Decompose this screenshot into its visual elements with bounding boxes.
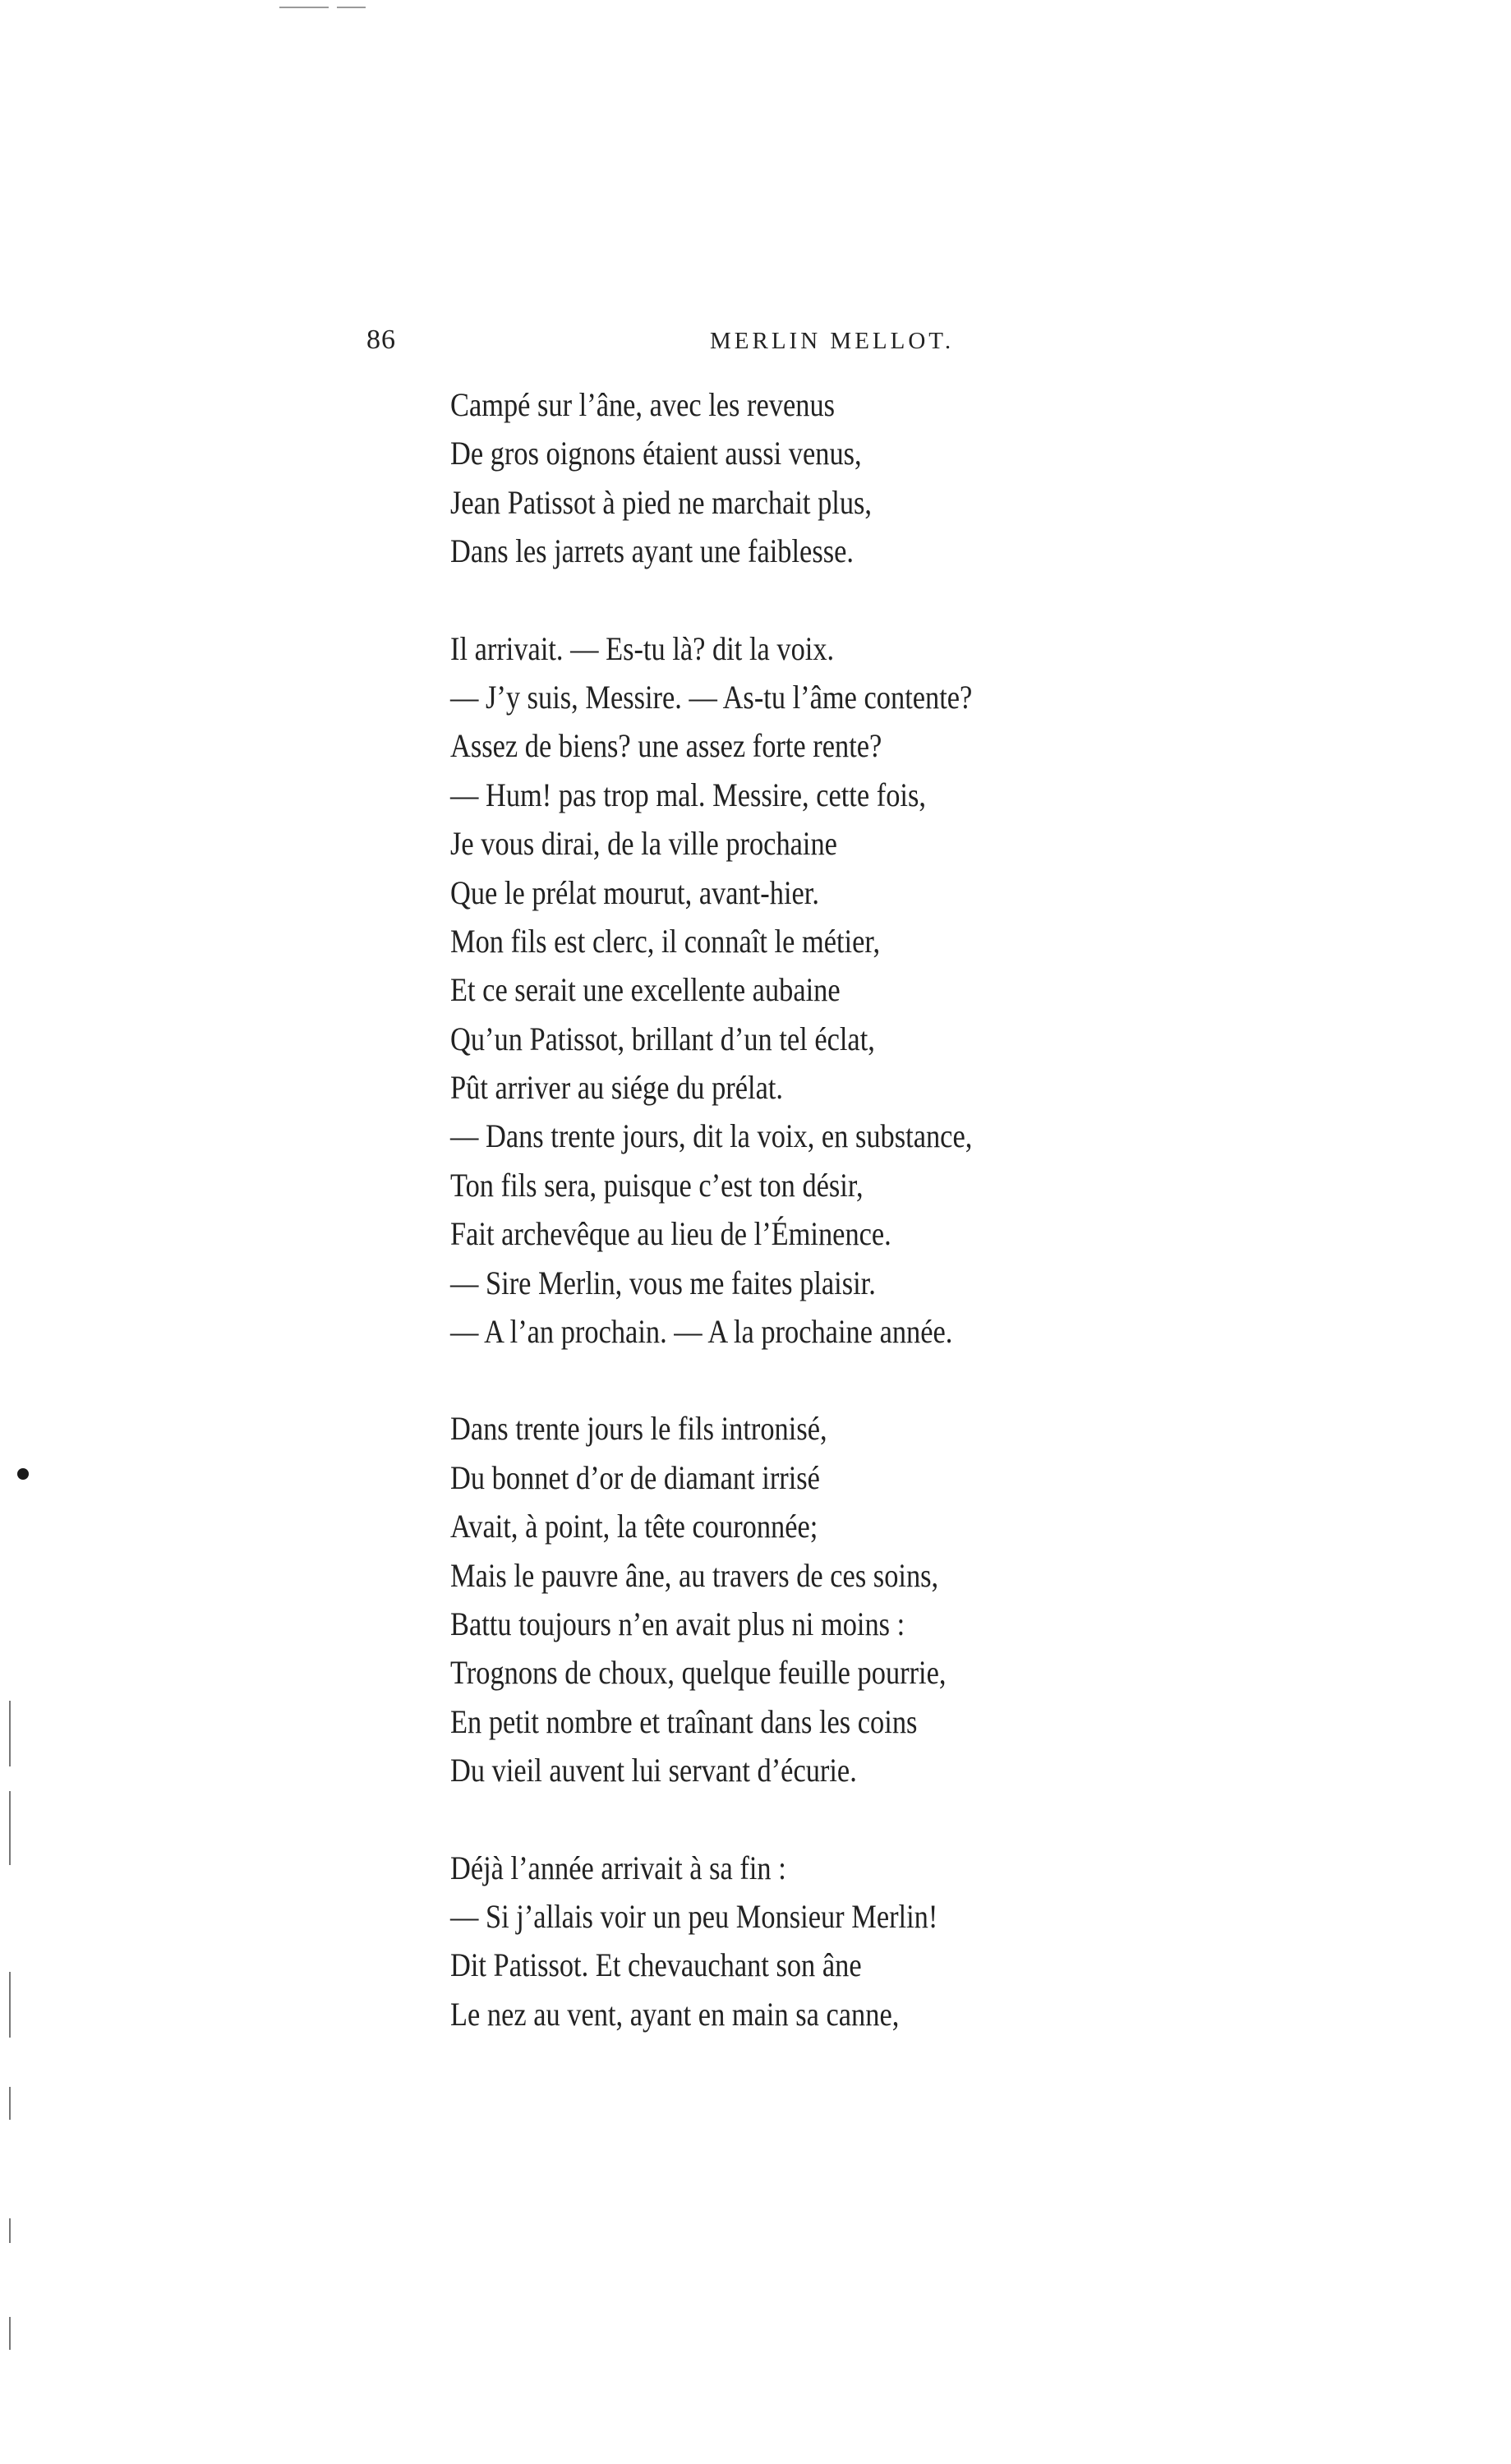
- margin-scan-mark: [9, 1791, 11, 1865]
- verse-line: Qu’un Patissot, brillant d’un tel éclat,: [450, 1020, 875, 1057]
- margin-scan-mark: [9, 2087, 11, 2120]
- verse-line: Il arrivait. — Es-tu là? dit la voix.: [450, 629, 835, 667]
- verse-line: Et ce serait une excellente aubaine: [450, 971, 841, 1009]
- margin-scan-mark: [9, 1701, 11, 1766]
- top-edge-rule: [279, 7, 329, 8]
- verse-line: Fait archevêque au lieu de l’Éminence.: [450, 1215, 891, 1253]
- verse-line: Trognons de choux, quelque feuille pourrie,: [450, 1654, 947, 1692]
- verse-line: Mon fils est clerc, il connaît le métier,: [450, 922, 881, 960]
- verse-line: De gros oignons étaient aussi venus,: [450, 435, 862, 472]
- verse-line: Assez de biens? une assez forte rente?: [450, 727, 882, 765]
- margin-scan-mark: [9, 2317, 11, 2350]
- verse-line: — J’y suis, Messire. — As-tu l’âme contente?: [450, 678, 973, 716]
- page-header: [366, 325, 1188, 366]
- page-number: 86: [366, 325, 396, 355]
- verse-line: Avait, à point, la tête couronnée;: [450, 1508, 818, 1545]
- verse-line: Du bonnet d’or de diamant irrisé: [450, 1458, 820, 1496]
- verse-line: — Si j’allais voir un peu Monsieur Merlin!: [450, 1897, 938, 1935]
- top-edge-rule: [337, 7, 366, 8]
- verse-line: Pût arriver au siége du prélat.: [450, 1069, 784, 1107]
- verse-line: — Hum! pas trop mal. Messire, cette fois,: [450, 776, 926, 813]
- verse-line: Déjà l’année arrivait à sa fin :: [450, 1849, 786, 1886]
- verse-line: Battu toujours n’en avait plus ni moins :: [450, 1605, 905, 1642]
- verse-line: En petit nombre et traînant dans les coins: [450, 1702, 918, 1740]
- ink-speck: [17, 1468, 29, 1480]
- verse-line: Dans les jarrets ayant une faiblesse.: [450, 532, 854, 570]
- verse-line: Dans trente jours le fils intronisé,: [450, 1410, 827, 1448]
- stanza: [450, 380, 1272, 576]
- verse-line: — A l’an prochain. — A la prochaine année.: [450, 1313, 953, 1351]
- margin-scan-mark: [9, 2218, 11, 2243]
- verse-line: Dit Patissot. Et chevauchant son âne: [450, 1946, 862, 1984]
- running-title: MERLIN MELLOT.: [710, 328, 955, 354]
- verse-line: Jean Patissot à pied ne marchait plus,: [450, 483, 873, 521]
- verse-line: Que le prélat mourut, avant-hier.: [450, 873, 819, 911]
- verse-line: — Dans trente jours, dit la voix, en substance,: [450, 1117, 973, 1155]
- verse-line: Le nez au vent, ayant en main sa canne,: [450, 1995, 900, 2033]
- verse-line: Je vous dirai, de la ville prochaine: [450, 825, 837, 863]
- margin-scan-mark: [9, 1972, 11, 2038]
- verse-line: — Sire Merlin, vous me faites plaisir.: [450, 1264, 876, 1301]
- stanza: [450, 1404, 1272, 1794]
- verse-line: Campé sur l’âne, avec les revenus: [450, 386, 836, 423]
- verse-line: Ton fils sera, puisque c’est ton désir,: [450, 1166, 864, 1204]
- verse-line: Mais le pauvre âne, au travers de ces soins,: [450, 1556, 939, 1594]
- poem-body: [450, 380, 1272, 2038]
- verse-line: Du vieil auvent lui servant d’écurie.: [450, 1752, 857, 1789]
- stanza: [450, 624, 1272, 1356]
- stanza: [450, 1844, 1272, 2039]
